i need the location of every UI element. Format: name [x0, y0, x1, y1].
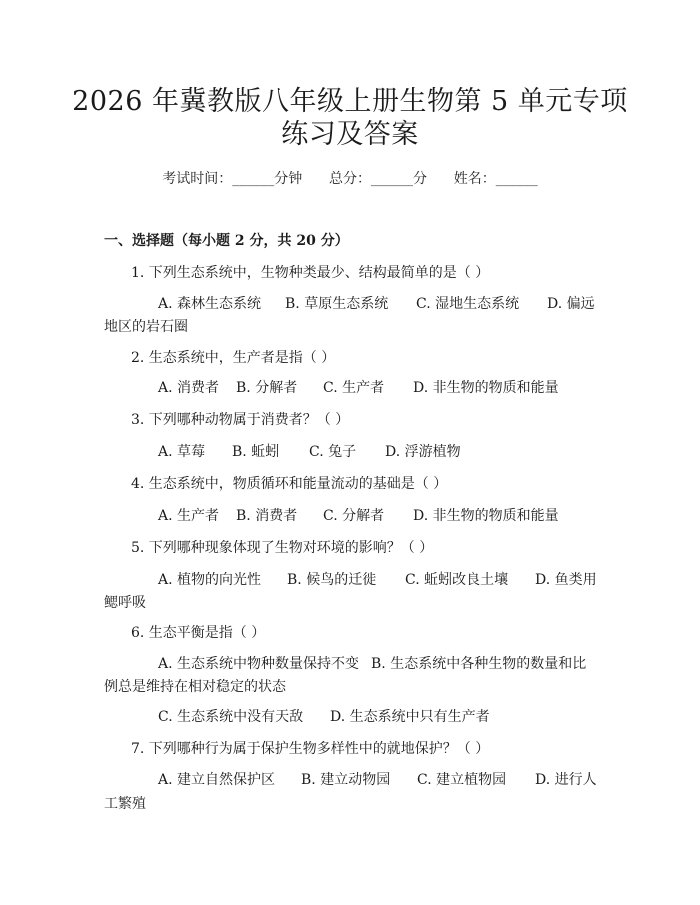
- total-score-field: 总分：______分: [329, 171, 427, 187]
- option-d: D. 进行人: [535, 772, 597, 788]
- document-title-line-1: 2026 年冀教版八年级上册生物第 5 单元专项: [72, 86, 628, 117]
- section-heading: 一、选择题（每小题 2 分，共 20 分）: [104, 233, 349, 249]
- option-a: A. 草莓: [158, 444, 206, 460]
- question-7-options: [158, 769, 597, 789]
- question-7-stem: 7. 下列哪种行为属于保护生物多样性中的就地保护？（ ）: [131, 741, 490, 757]
- question-1-stem: 1. 下列生态系统中，生物种类最少、结构最简单的是（ ）: [131, 265, 490, 281]
- option-d: D. 生态系统中只有生产者: [330, 709, 490, 725]
- option-c: C. 生产者: [323, 380, 385, 396]
- option-b: B. 建立动物园: [301, 772, 391, 788]
- option-c: C. 兔子: [309, 444, 357, 460]
- exam-meta: [0, 168, 700, 188]
- option-a: A. 生产者: [158, 508, 220, 524]
- option-c: C. 蚯蚓改良土壤: [405, 572, 509, 588]
- option-b: B. 草原生态系统: [285, 296, 389, 312]
- option-d: D. 浮游植物: [385, 444, 461, 460]
- question-3-options: [158, 441, 461, 461]
- option-d: D. 鱼类用: [535, 572, 597, 588]
- question-6-options-2: [158, 706, 490, 726]
- question-4-stem: 4. 生态系统中，物质循环和能量流动的基础是（ ）: [131, 476, 448, 492]
- question-6-options: [158, 653, 586, 673]
- option-d: D. 非生物的物质和能量: [413, 508, 559, 524]
- option-d: D. 偏远: [547, 296, 595, 312]
- name-field: 姓名：______: [453, 171, 538, 187]
- option-b: B. 候鸟的迁徙: [287, 572, 377, 588]
- option-b: B. 分解者: [236, 380, 298, 396]
- question-4-options: [158, 505, 559, 525]
- question-6-stem: 6. 生态平衡是指（ ）: [131, 625, 266, 641]
- question-7-continuation: 工繁殖: [104, 796, 146, 812]
- option-a: A. 建立自然保护区: [158, 772, 276, 788]
- option-c: C. 分解者: [323, 508, 385, 524]
- option-a: A. 森林生态系统: [158, 296, 262, 312]
- option-a: A. 消费者: [158, 380, 220, 396]
- option-b: B. 蚯蚓: [232, 444, 280, 460]
- option-c: C. 湿地生态系统: [416, 296, 520, 312]
- option-c: C. 建立植物园: [417, 772, 507, 788]
- exam-time-field: 考试时间：______分钟: [162, 171, 303, 187]
- option-d: D. 非生物的物质和能量: [413, 380, 559, 396]
- question-2-options: [158, 377, 559, 397]
- question-5-stem: 5. 下列哪种现象体现了生物对环境的影响？（ ）: [131, 540, 434, 556]
- option-b: B. 生态系统中各种生物的数量和比: [371, 656, 587, 672]
- option-a: A. 生态系统中物种数量保持不变: [158, 656, 360, 672]
- question-1-options: [158, 293, 595, 313]
- question-3-stem: 3. 下列哪种动物属于消费者？（ ）: [131, 412, 350, 428]
- document-title-line-2: 练习及答案: [281, 119, 419, 150]
- question-5-continuation: 鳃呼吸: [104, 595, 146, 611]
- option-a: A. 植物的向光性: [158, 572, 262, 588]
- question-5-options: [158, 569, 597, 589]
- option-c: C. 生态系统中没有天敌: [158, 709, 304, 725]
- question-6-continuation: 例总是维持在相对稳定的状态: [104, 679, 286, 695]
- option-b: B. 消费者: [236, 508, 298, 524]
- question-1-continuation: 地区的岩石圈: [104, 319, 188, 335]
- question-2-stem: 2. 生态系统中，生产者是指（ ）: [131, 350, 336, 366]
